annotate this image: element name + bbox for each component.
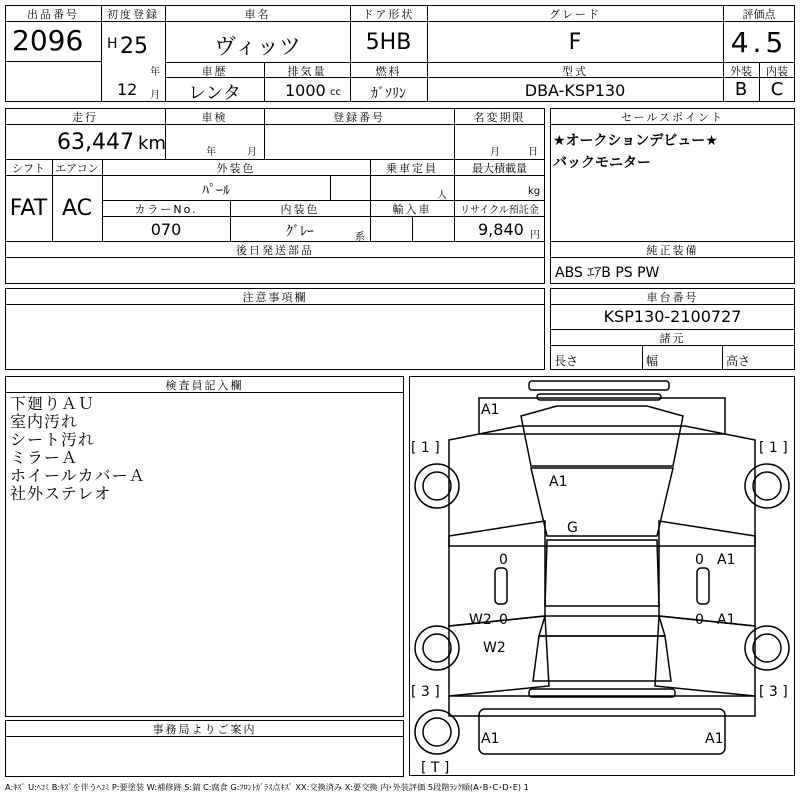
ext-color: ﾊﾟｰﾙ [202,183,230,199]
mark-bumper-rear-left: A1 [481,731,500,747]
int-color-unit: 系 [355,232,365,243]
displacement-label: 排気量 [287,65,327,78]
recycle-unit: 円 [530,230,540,241]
door-type: 5HB [365,30,412,55]
int-color: ｸﾞﾚｰ [286,224,314,240]
fuel-label: 燃料 [375,65,402,78]
registration-label: 初度登録 [107,8,159,21]
mark-bumper-rear-right: A1 [705,731,724,747]
interior-grade: C [770,79,784,100]
notes-label: 注意事項欄 [242,291,308,304]
tire-front-left: [ 1 ] [411,440,440,456]
exterior-label: 外装 [730,65,752,78]
inspector-note: ホイールカバーＡ [10,466,146,485]
mark-right-rear-door-o: 0 [695,612,704,628]
shift: FAT [9,196,48,221]
mark-right-rear-door: A1 [717,612,736,628]
width-label: 幅 [646,354,659,368]
lot-number: 2096 [12,24,84,57]
aircon: AC [61,196,93,221]
mark-left-rear-door: 0 [499,612,508,628]
history-label: 車歴 [201,65,228,78]
inspector-note: ミラーＡ [10,448,79,467]
mileage: 63,447 [57,130,134,155]
specs-label: 諸元 [659,332,686,345]
name-change-label: 名変期限 [473,111,526,124]
capacity-unit: 人 [437,190,447,201]
tire-front-right: [ 1 ] [759,440,788,456]
equipment: ABS ｴｱB PS PW [555,265,660,281]
grade: F [568,30,582,55]
mileage-unit: km [138,133,166,154]
mark-right-front-door: A1 [717,552,736,568]
displacement: 1000 [285,81,326,100]
reg-year: 25 [120,34,148,59]
name-change-month: 月 [490,147,500,158]
max-load-unit: kg [528,186,541,197]
color-no: 070 [150,220,182,239]
color-no-label: カラーNo. [134,203,198,216]
door-label: ドア形状 [362,8,415,21]
office-label: 事務局よりご案内 [152,723,257,736]
mark-bumper-front: A1 [481,402,500,418]
displacement-unit: cc [330,87,341,98]
mark-hood: A1 [549,474,568,490]
tire-rear-left: [ 3 ] [411,684,440,700]
month-unit: 月 [150,90,160,101]
lot-label: 出品番号 [27,8,79,21]
reg-month: 12 [117,80,138,99]
sales-point-2: バックモニター [553,155,651,171]
mark-windshield: G [567,520,578,536]
year-unit: 年 [150,67,160,78]
score-label: 評価点 [742,8,776,21]
tire-rear-right: [ 3 ] [759,684,788,700]
sales-point-1: ★オークションデビュー★ [553,133,718,149]
history: レンタ [188,83,241,104]
model-label: 型式 [562,65,588,78]
recycle-fee: 9,840 [478,220,524,239]
height-label: 高さ [726,354,751,368]
legend: A:ｷｽﾞ U:ﾍｺﾐ B:ｷｽﾞを伴うﾍｺﾐ P:要塗装 W:補修跡 S:錆 C:腐食 G:ﾌﾛﾝﾄｶﾞﾗｽ点ｷｽﾞ XX:交換済み X:要交換 内･外装評価 5段階ﾗﾝｸ順(A･B･C･D･E) 1 [5,782,529,792]
length-label: 長さ [554,354,579,368]
inspection-label: 車検 [201,111,228,124]
car-name: ヴィッツ [214,35,301,60]
aircon-label: エアコン [55,162,99,175]
spare-tire: [ T ] [421,760,450,776]
exterior-grade: B [734,79,748,100]
chassis-label: 車台番号 [646,291,699,304]
grade-label: グレード [549,8,601,21]
fuel: ｶﾞｿﾘﾝ [371,86,406,102]
score: 4.5 [730,26,788,59]
name-change-day: 日 [528,147,538,158]
inspector-note: 室内汚れ [10,412,79,431]
era: H [107,36,118,52]
mileage-label: 走行 [72,111,98,124]
car-name-label: 車名 [244,8,271,21]
car-outline-diagram [409,376,795,776]
inspection-year-unit: 年 [206,147,216,158]
interior-label: 内装 [766,65,788,78]
max-load-label: 最大積載量 [472,162,527,175]
mark-left-front-door: 0 [499,552,508,568]
model-code: DBA-KSP130 [524,81,626,100]
mark-right-front-door-o: 0 [695,552,704,568]
ext-color-label: 外装色 [216,162,256,175]
mark-left-quarter: W2 [483,640,506,656]
int-color-label: 内装色 [280,203,320,216]
later-parts-label: 後日発送部品 [236,244,314,257]
inspector-note: シート汚れ [10,430,96,449]
reg-number-label: 登録番号 [333,111,385,124]
equipment-label: 純正装備 [646,244,699,257]
capacity-label: 乗車定員 [386,162,438,175]
mark-left-rear-w2: W2 [469,612,492,628]
sales-point-label: セールスポイント [620,111,724,124]
inspector-note: 社外ステレオ [10,484,112,503]
import-label: 輸入車 [392,203,432,216]
inspector-note: 下廻りＡＵ [10,394,96,413]
inspector-label: 検査員記入欄 [165,379,244,392]
shift-label: シフト [12,162,45,175]
recycle-label: リサイクル預託金 [460,205,539,216]
inspection-month-unit: 月 [247,147,257,158]
chassis-number: KSP130-2100727 [603,307,742,326]
